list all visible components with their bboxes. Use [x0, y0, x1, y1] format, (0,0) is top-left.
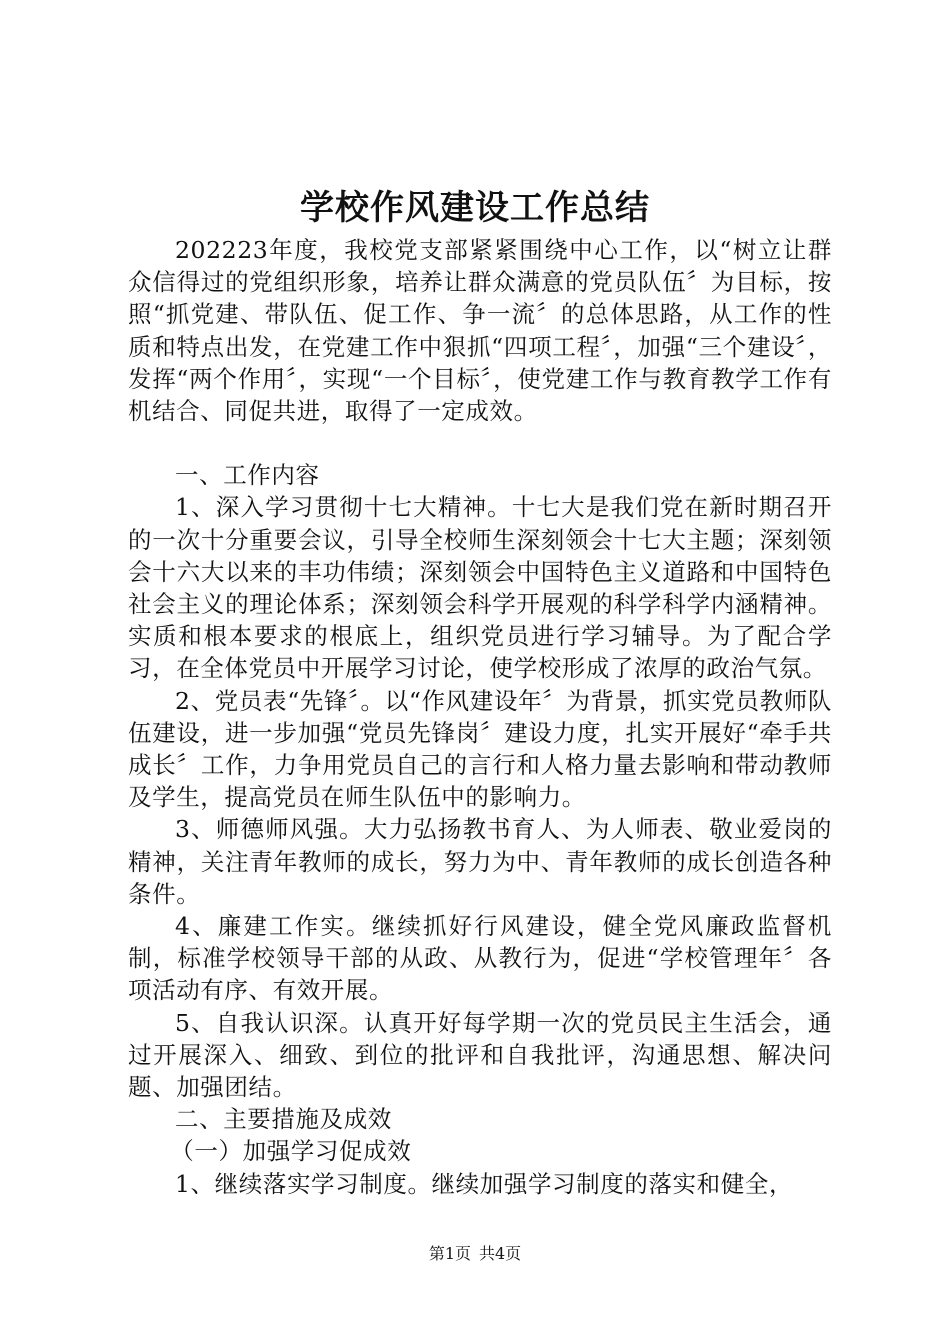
paragraph-measure-1: 1、继续落实学习制度。继续加强学习制度的落实和健全， — [175, 1169, 794, 1198]
section-heading-measures: 二、主要措施及成效 — [175, 1105, 392, 1134]
paragraph-item-1: 1、深入学习贯彻十七大精神。十七大是我们党在新时期召开的一次十分重要会议，引导全校师生深刻领会十七大主题；深刻领会十六大以来的丰功伟绩；深刻领会中国特色主义道路和中国特色社会主义的理论体系；深刻领会科学开展观的科学科学内涵精神。实质和根本要求的根底上，组织党员进行学习辅导。为了配合学习，在全体党员中开展学习讨论，使学校形成了浓厚的政治气氛。 — [128, 493, 832, 683]
document-title: 学校作风建设工作总结 — [300, 188, 650, 228]
page-total: 共4页 — [479, 1244, 522, 1263]
page-footer — [0, 1243, 950, 1265]
page-number: 第1页 — [428, 1244, 471, 1263]
subsection-heading-study: （一）加强学习促成效 — [170, 1137, 412, 1166]
paragraph-item-2: 2、党员表“先锋〞。以“作风建设年〞为背景，抓实党员教师队伍建设，进一步加强“党员先锋岗〞建设力度，扎实开展好“牵手共成长〞工作，力争用党员自己的言行和人格力量去影响和带动教师及学生，提高党员在师生队伍中的影响力。 — [128, 686, 832, 812]
paragraph-item-3: 3、师德师风强。大力弘扬教书育人、为人师表、敬业爱岗的精神，关注青年教师的成长，努力为中、青年教师的成长创造各种条件。 — [128, 815, 832, 908]
intro-paragraph: 202223年度，我校党支部紧紧围绕中心工作，以“树立让群众信得过的党组织形象，培养让群众满意的党员队伍〞为目标，按照“抓党建、带队伍、促工作、争一流〞的总体思路，从工作的性质和特点出发，在党建工作中狠抓“四项工程〞，加强“三个建设〞，发挥“两个作用〞，实现“一个目标〞，使党建工作与教育教学工作有机结合、同促共进，取得了一定成效。 — [128, 236, 832, 426]
paragraph-item-4: 4、廉建工作实。继续抓好行风建设，健全党风廉政监督机制，标准学校领导干部的从政、从教行为，促进“学校管理年〞各项活动有序、有效开展。 — [128, 912, 832, 1005]
document-body — [128, 234, 832, 1200]
section-heading-work-content: 一、工作内容 — [175, 461, 320, 490]
paragraph-item-5: 5、自我认识深。认真开好每学期一次的党员民主生活会，通过开展深入、细致、到位的批评和自我批评，沟通思想、解决问题、加强团结。 — [128, 1008, 832, 1102]
